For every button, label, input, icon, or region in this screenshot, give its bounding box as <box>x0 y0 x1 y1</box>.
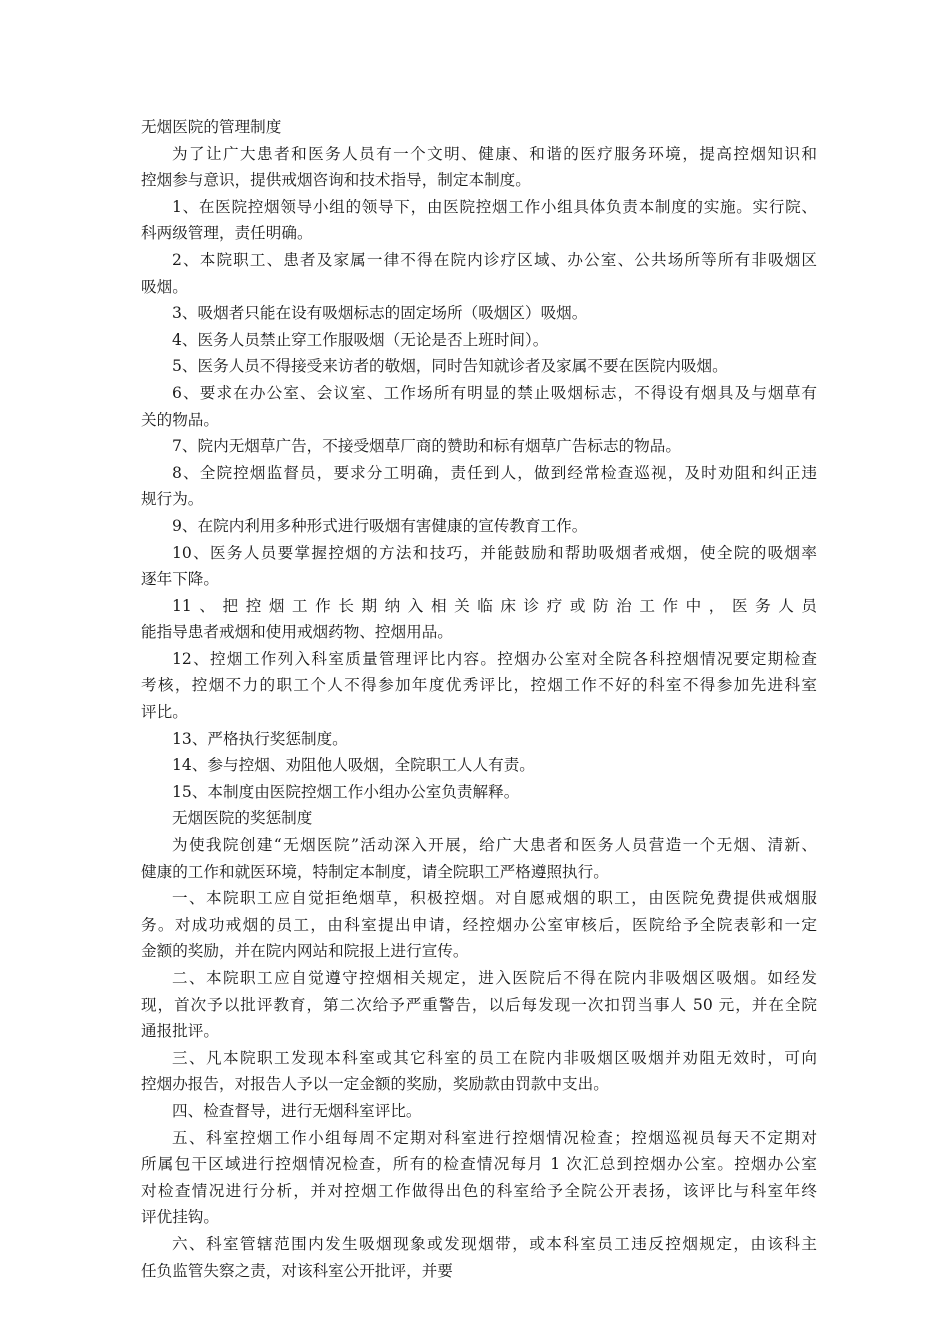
paragraph-m4 <box>141 327 817 354</box>
paragraph-line: 六、科室管辖范围内发生吸烟现象或发现烟带，或本科室员工违反控烟规定，由该科主 <box>172 1234 817 1253</box>
paragraph-line: 4、医务人员禁止穿工作服吸烟（无论是否上班时间）。 <box>172 330 549 349</box>
paragraph-m1 <box>141 194 817 247</box>
paragraph-line: 15、本制度由医院控烟工作小组办公室负责解释。 <box>172 782 520 801</box>
paragraph-line: 为了让广大患者和医务人员有一个文明、健康、和谐的医疗服务环境，提高控烟知识和 <box>172 144 817 163</box>
paragraph-line: 12、控烟工作列入科室质量管理评比内容。控烟办公室对全院各科控烟情况要定期检查 <box>172 649 817 668</box>
paragraph-line: 五、科室控烟工作小组每周不定期对科室进行控烟情况检查；控烟巡视员每天不定期对 <box>172 1128 817 1147</box>
paragraph-line: 一、本院职工应自觉拒绝烟草，积极控烟。对自愿戒烟的职工，由医院免费提供戒烟服 <box>172 889 817 908</box>
paragraph-line: 10、医务人员要掌握控烟的方法和技巧，并能鼓励和帮助吸烟者戒烟，使全院的吸烟率 <box>172 543 817 562</box>
paragraph-line: 13、严格执行奖惩制度。 <box>172 729 348 748</box>
paragraph-line: 11、把控烟工作长期纳入相关临床诊疗或防治工作中，医务人员 <box>172 596 817 615</box>
paragraph-line: 5、医务人员不得接受来访者的敬烟，同时告知就诊者及家属不要在医院内吸烟。 <box>172 357 728 376</box>
paragraph-line: 6、要求在办公室、会议室、工作场所有明显的禁止吸烟标志，不得设有烟具及与烟草有 <box>172 383 817 402</box>
paragraph-m15 <box>141 779 817 806</box>
paragraph-m2 <box>141 247 817 300</box>
paragraph-m12 <box>141 646 817 726</box>
paragraph-intro2 <box>141 832 817 885</box>
paragraph-line: 三、凡本院职工发现本科室或其它科室的员工在院内非吸烟区吸烟并劝阻无效时，可向 <box>172 1048 817 1067</box>
paragraph-line: 健康的工作和就医环境，特制定本制度，请全院职工严格遵照执行。 <box>141 862 609 881</box>
paragraph-line: 7、院内无烟草广告，不接受烟草厂商的赞助和标有烟草广告标志的物品。 <box>172 437 681 456</box>
paragraph-line: 四、检查督导，进行无烟科室评比。 <box>172 1101 422 1120</box>
paragraph-line: 评优挂钩。 <box>141 1208 219 1227</box>
paragraph-line: 关的物品。 <box>141 410 219 429</box>
paragraph-m9 <box>141 513 817 540</box>
document-body <box>141 114 817 1284</box>
paragraph-line: 对检查情况进行分析，并对控烟工作做得出色的科室给予全院公开表扬，该评比与科室年终 <box>141 1181 817 1200</box>
paragraph-line: 金额的奖励，并在院内网站和院报上进行宣传。 <box>141 942 469 961</box>
paragraph-line: 现，首次予以批评教育，第二次给予严重警告，以后每发现一次扣罚当事人 50 元，并在全院 <box>141 995 817 1014</box>
paragraph-line: 科两级管理，责任明确。 <box>141 224 313 243</box>
paragraph-line: 能指导患者戒烟和使用戒烟药物、控烟用品。 <box>141 623 453 642</box>
paragraph-r3 <box>141 1045 817 1098</box>
paragraph-r6 <box>141 1231 817 1284</box>
paragraph-line: 考核，控烟不力的职工个人不得参加年度优秀评比，控烟工作不好的科室不得参加先进科室 <box>141 676 817 695</box>
paragraph-line: 控烟办报告，对报告人予以一定金额的奖励，奖励款由罚款中支出。 <box>141 1075 609 1094</box>
paragraph-m7 <box>141 433 817 460</box>
paragraph-line: 14、参与控烟、劝阻他人吸烟，全院职工人人有责。 <box>172 756 535 775</box>
paragraph-line: 所属包干区域进行控烟情况检查，所有的检查情况每月 1 次汇总到控烟办公室。控烟办公室 <box>141 1155 817 1174</box>
paragraph-line: 1、在医院控烟领导小组的领导下，由医院控烟工作小组具体负责本制度的实施。实行院、 <box>172 197 817 216</box>
paragraph-line: 评比。 <box>141 703 188 722</box>
paragraph-line: 8、全院控烟监督员，要求分工明确，责任到人，做到经常检查巡视，及时劝阻和纠正违 <box>172 463 817 482</box>
paragraph-line: 控烟参与意识，提供戒烟咨询和技术指导，制定本制度。 <box>141 171 531 190</box>
paragraph-line: 务。对成功戒烟的员工，由科室提出申请，经控烟办公室审核后，医院给予全院表彰和一定 <box>141 915 817 934</box>
paragraph-line: 无烟医院的奖惩制度 <box>172 809 313 828</box>
paragraph-intro <box>141 141 817 194</box>
paragraph-line: 任负监管失察之责，对该科室公开批评，并要 <box>141 1261 453 1280</box>
paragraph-line: 吸烟。 <box>141 277 188 296</box>
paragraph-r5 <box>141 1125 817 1231</box>
paragraph-line: 二、本院职工应自觉遵守控烟相关规定，进入医院后不得在院内非吸烟区吸烟。如经发 <box>172 969 817 987</box>
paragraph-r4 <box>141 1098 817 1125</box>
paragraph-m3 <box>141 300 817 327</box>
paragraph-line: 9、在院内利用多种形式进行吸烟有害健康的宣传教育工作。 <box>172 516 588 535</box>
paragraph-line: 3、吸烟者只能在设有吸烟标志的固定场所（吸烟区）吸烟。 <box>172 304 588 323</box>
paragraph-r2 <box>141 965 817 1045</box>
paragraph-title2 <box>141 805 817 832</box>
paragraph-list <box>141 141 817 1285</box>
paragraph-line: 规行为。 <box>141 490 204 509</box>
paragraph-line: 逐年下降。 <box>141 570 219 589</box>
paragraph-line: 2、本院职工、患者及家属一律不得在院内诊疗区域、办公室、公共场所等所有非吸烟区 <box>172 250 817 269</box>
paragraph-m6 <box>141 380 817 433</box>
paragraph-line: 为使我院创建“无烟医院”活动深入开展，给广大患者和医务人员营造一个无烟、清新、 <box>172 836 817 855</box>
paragraph-m14 <box>141 752 817 779</box>
paragraph-m8 <box>141 460 817 513</box>
paragraph-m10 <box>141 540 817 593</box>
paragraph-m13 <box>141 726 817 753</box>
document-title: 无烟医院的管理制度 <box>141 118 282 136</box>
paragraph-line: 通报批评。 <box>141 1022 219 1041</box>
paragraph-m11 <box>141 593 817 646</box>
paragraph-r1 <box>141 885 817 965</box>
paragraph-m5 <box>141 353 817 380</box>
